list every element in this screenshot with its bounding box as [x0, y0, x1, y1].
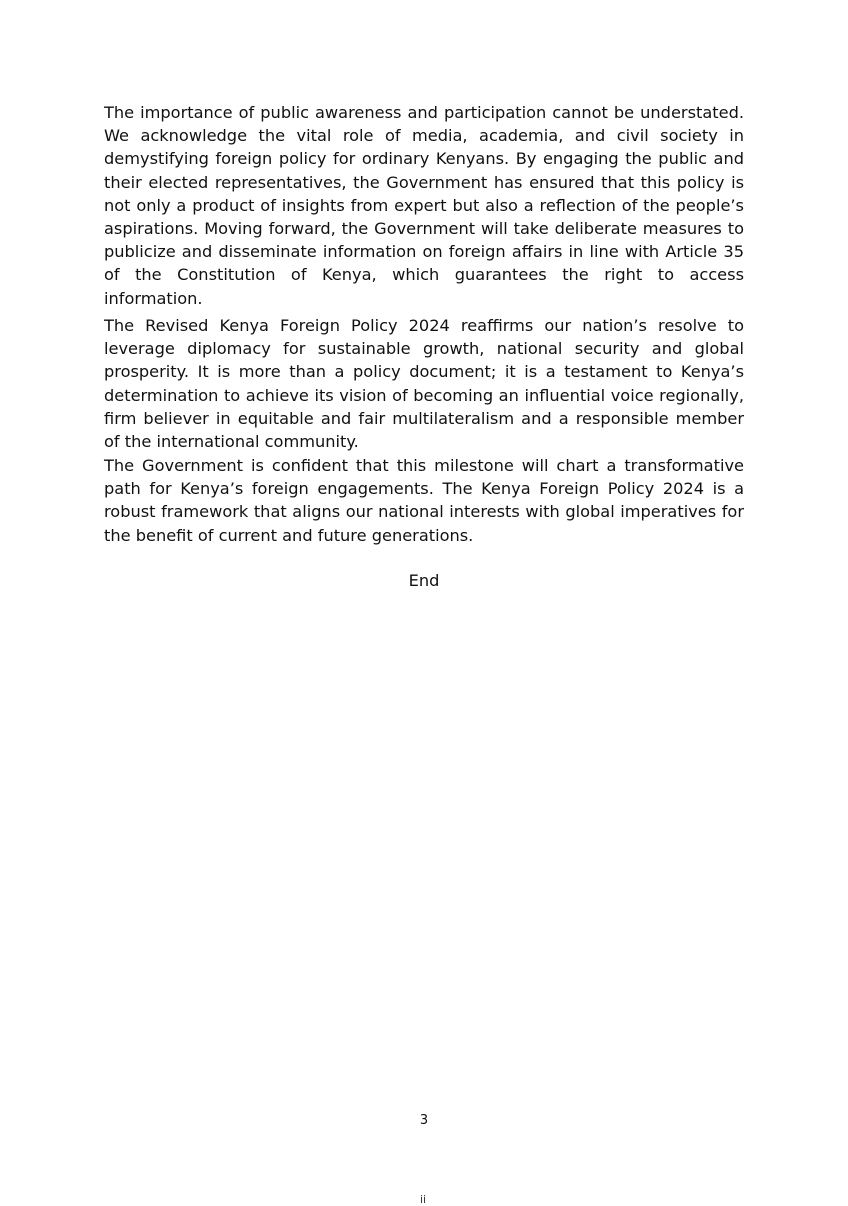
paragraph-government-confidence: The Government is confident that this milestone will chart a transformative path for Kenya’s foreign engagements. The Kenya Foreign Policy 2024 is a robust framework that aligns our national interests with global imperatives for the benefit of current and future generations.: [104, 456, 744, 545]
next-page-edge-mark: ii: [420, 1193, 427, 1206]
end-label: End: [408, 571, 440, 590]
page-number: 3: [419, 1113, 429, 1128]
paragraph-public-awareness: The importance of public awareness and participation cannot be understated. We acknowledge the vital role of media, academia, and civil society in demystifying foreign policy for ordinary Kenyans. By engaging the public and their elected representatives, the Government has ensured that this policy is not only a product of insights from expert but also a reflection of the people’s aspirations. Moving forward, the Government will take deliberate measures to publicize and disseminate information on foreign affairs in line with Article 35 of the Constitution of Kenya, which guarantees the right to access information.: [104, 103, 744, 308]
paragraph-revised-policy: The Revised Kenya Foreign Policy 2024 reaffirms our nation’s resolve to leverage diplomacy for sustainable growth, national security and global prosperity. It is more than a policy document; it is a testament to Kenya’s determination to achieve its vision of becoming an influential voice regionally, firm believer in equitable and fair multilateralism and a responsible member of the international community.: [104, 316, 744, 452]
